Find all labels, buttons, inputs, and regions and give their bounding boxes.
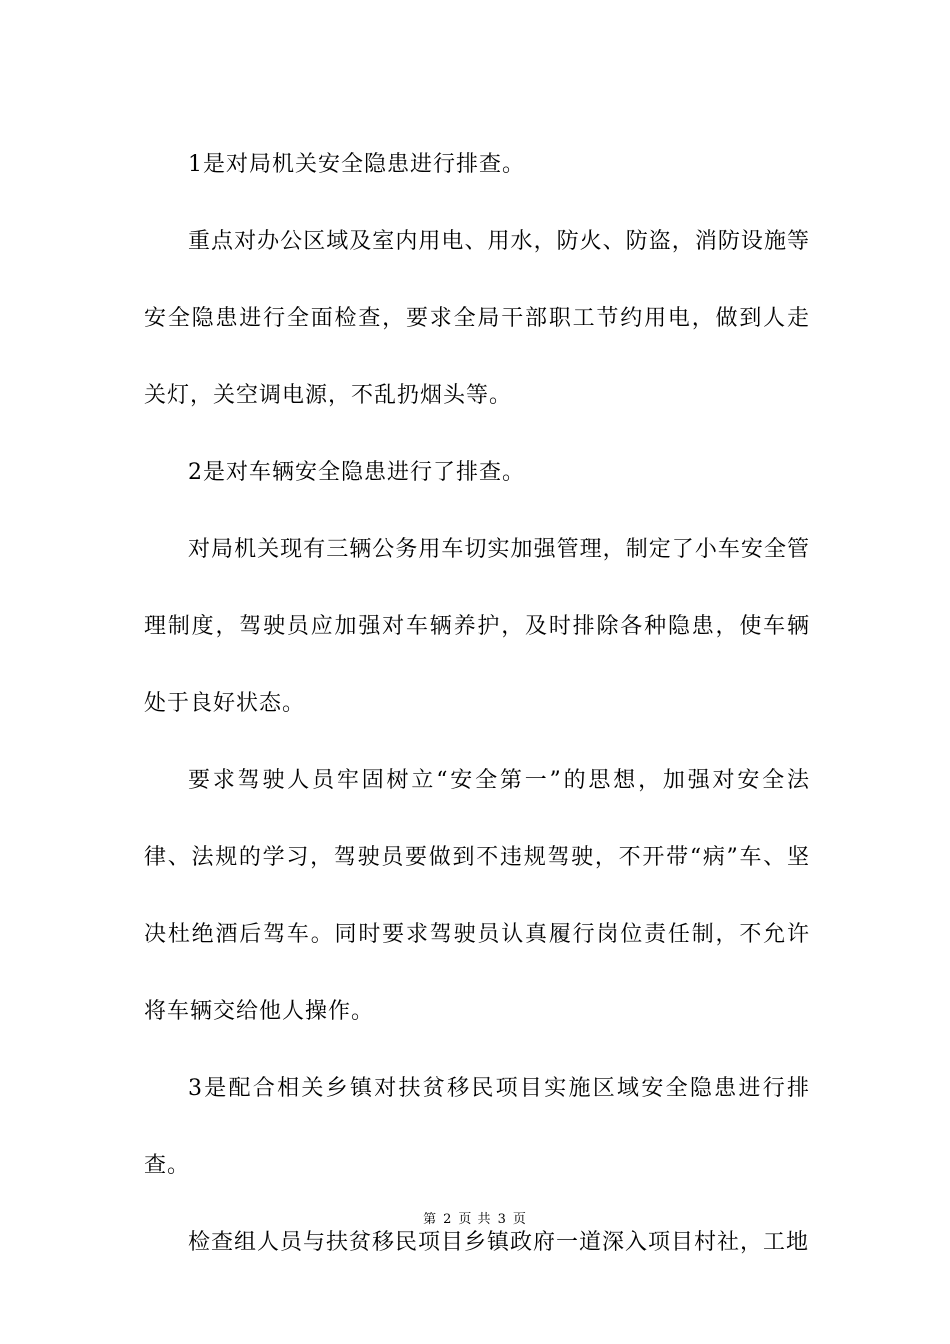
document-body [144, 126, 810, 1281]
paragraph-1: 1是对局机关安全隐患进行排查。 [188, 152, 525, 177]
total-page-number: 3 [497, 1212, 507, 1227]
page-footer [0, 1208, 950, 1227]
paragraph-3: 2是对车辆安全隐患进行了排查。 [188, 460, 525, 485]
page-label-suffix: 页 [512, 1212, 527, 1227]
paragraph-5: 要求驾驶人员牢固树立“安全第一”的思想，加强对安全法律、法规的学习，驾驶员要做到不违规驾驶，不开带“病”车、坚决杜绝酒后驾车。同时要求驾驶员认真履行岗位责任制，不允许将车辆交给他人操作。 [144, 768, 810, 1024]
current-page-number: 2 [443, 1212, 453, 1227]
paragraph-6: 3是配合相关乡镇对扶贫移民项目实施区域安全隐患进行排查。 [144, 1076, 810, 1178]
paragraph-4: 对局机关现有三辆公务用车切实加强管理，制定了小车安全管理制度，驾驶员应加强对车辆养护，及时排除各种隐患，使车辆处于良好状态。 [144, 537, 810, 716]
paragraph-7: 检查组人员与扶贫移民项目乡镇政府一道深入项目村社，工地 [188, 1230, 810, 1255]
paragraph-2: 重点对办公区域及室内用电、用水，防火、防盗，消防设施等安全隐患进行全面检查，要求全局干部职工节约用电，做到人走关灯，关空调电源，不乱扔烟头等。 [144, 229, 810, 408]
page-label-mid: 页 共 [458, 1212, 492, 1227]
page-label-prefix: 第 [423, 1212, 438, 1227]
